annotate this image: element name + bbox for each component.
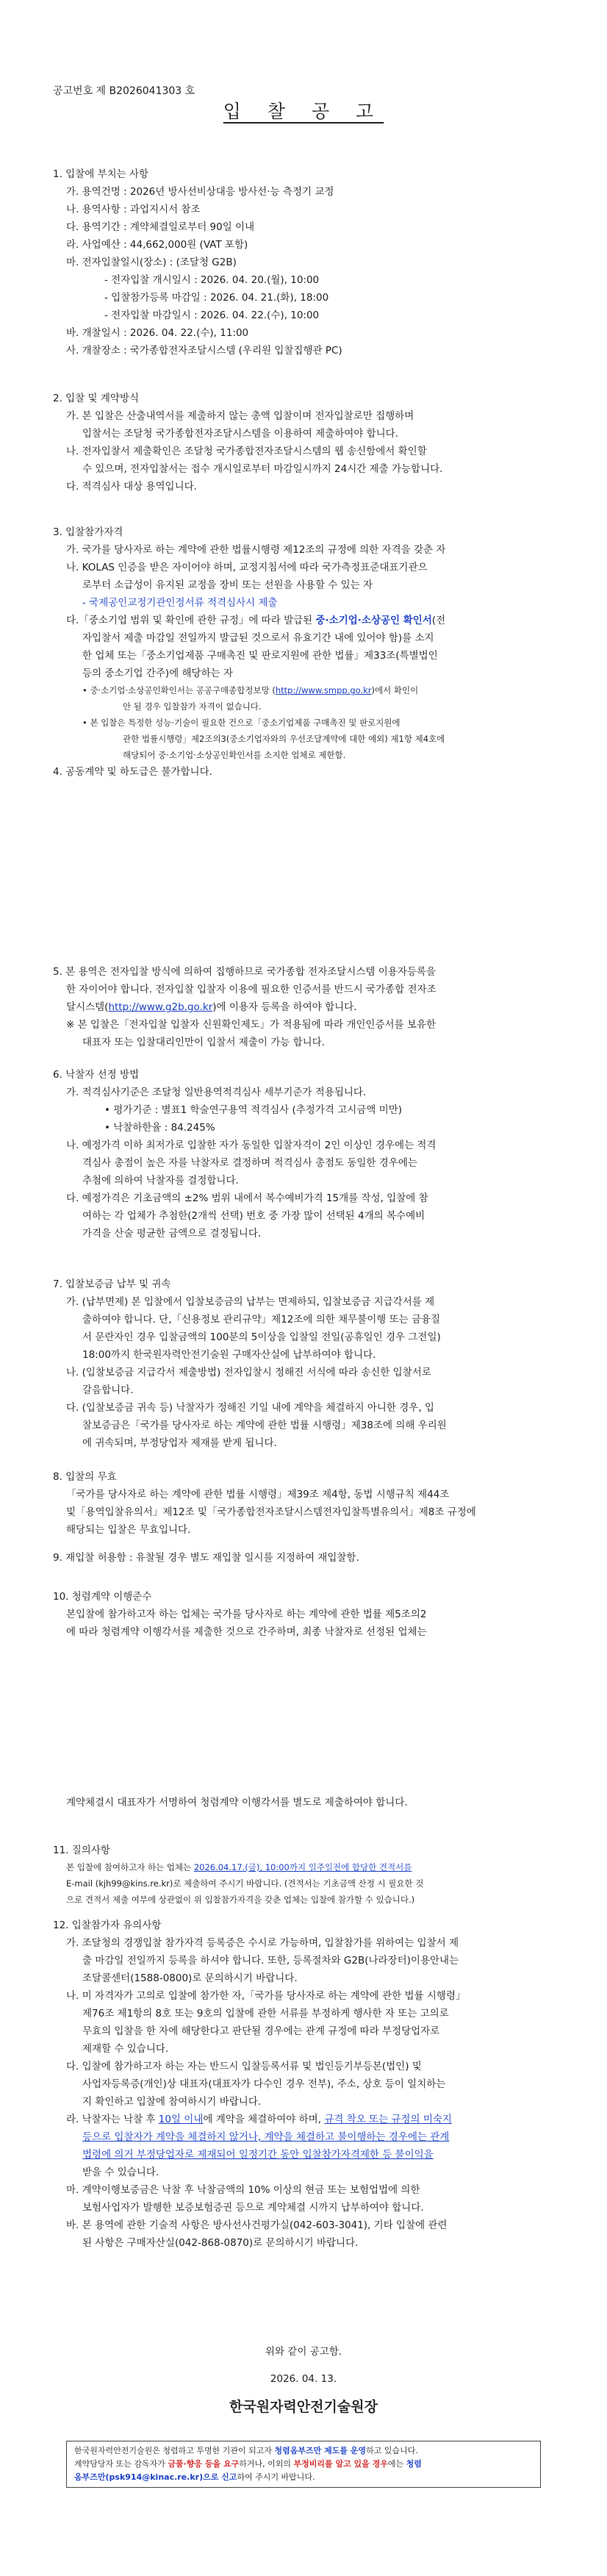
text-line: 가. 조달청의 경쟁입찰 참가자격 등록증은 수시로 가능하며, 입찰참가를 위하여는 입찰서 제: [66, 1937, 459, 1949]
text-line: 나. KOLAS 인증을 받은 자이어야 하며, 교정지침서에 따라 국가측정표준대표기관으: [66, 562, 428, 573]
text-line: 및「용역입찰유의서」제12조 및「국가종합전자조달시스템전자입찰특별유의서」제8조 규정에: [66, 1506, 476, 1518]
page-title: 입 찰 공 고: [223, 101, 384, 122]
text-line: 출 마감일 전일까지 등록을 하셔야 합니다. 또한, 등록절차와 G2B(나라장터)이용안내는: [82, 1955, 459, 1967]
section-9: [53, 1549, 567, 1567]
bullet-note-cont: 해당되어 중·소기업·소상공인확인서를 소지한 업체로 제한함.: [123, 750, 346, 760]
notice-highlight: 부정비리를 알고 있을 경우: [293, 2459, 388, 2469]
text-line: 로부터 소급성이 유지된 교정을 장비 또는 선원을 사용할 수 있는 자: [82, 579, 373, 591]
text-line: 나. (입찰보증금 지급각서 제출방법) 전자입찰시 정해진 서식에 따라 송신한 입찰서로: [66, 1367, 431, 1378]
text-line: 받을 수 있습니다.: [82, 2167, 159, 2178]
warning-highlight: 등으로 입찰자가 계약을 체결하지 않거나, 계약을 체결하고 불이행하는 경우에는 관계: [82, 2131, 450, 2143]
text-line: 본입찰에 참가하고자 하는 업체는 국가를 당사자로 하는 계약에 관한 법률 제5조의2: [66, 1609, 427, 1620]
text-line: ※ 본 입찰은「전자입찰 입찰자 신원확인제도」가 적용됨에 따라 개인인증서를 보유한: [66, 1019, 436, 1031]
closing-statement: 위와 같이 공고함.: [265, 2346, 342, 2358]
text-fragment: )에서 확인이: [371, 685, 419, 695]
section-11-heading: 11. 질의사항: [53, 1845, 110, 1856]
text-line: 나. 미 자격자가 고의로 입찰에 참가한 자,「국가를 당사자로 하는 계약에 관한 법률 시행령」: [66, 1990, 466, 2002]
item: 바. 개찰일시 : 2026. 04. 22.(수), 11:00: [66, 327, 249, 339]
section-4-heading: 4. 공동계약 및 하도급은 불가합니다.: [53, 766, 212, 778]
notice-highlight: 청렴옴부즈만 제도를 운영: [274, 2446, 367, 2455]
section-12-heading: 12. 입찰참가자 유의사항: [53, 1920, 162, 1931]
text-line: 한 업체 또는「중소기업제품 구매촉진 및 판로지원에 관한 법률」제33조(특별법인: [82, 650, 438, 662]
text-line: [53, 612, 567, 629]
text-line: 찰보증금은「국가를 당사자로 하는 계약에 관한 법률 시행령」제38조에 의해 우리원: [82, 1420, 447, 1431]
item: 다. 용역기간 : 계약체결일로부터 90일 이내: [66, 221, 255, 233]
text-line: 수 있으며, 전자입찰서는 접수 개시일로부터 마감일시까지 24시간 제출 가능합니다.: [82, 463, 443, 475]
item: 나. 용역사항 : 과업지시서 참조: [66, 204, 201, 215]
text-line: 가. 국가를 당사자로 하는 계약에 관한 법률시행령 제12조의 규정에 의한 자격을 갖춘 자: [66, 544, 446, 556]
text-line: 가. (납부면제) 본 입찰에서 입찰보증금의 납부는 면제하되, 입찰보증금 지급각서를 제: [66, 1296, 435, 1308]
schedule-item: - 전자입찰 마감일시 : 2026. 04. 22.(수), 10:00: [104, 310, 320, 321]
text-fragment: 라. 낙찰자는 낙찰 후: [66, 2114, 159, 2125]
text-line: [53, 1859, 567, 1875]
text-line: 5. 본 용역은 전자입찰 방식에 의하여 집행하므로 국가종합 전자조달시스템 이용자등록을: [53, 966, 436, 978]
warning-highlight: 규격 착오 또는 규정의 미숙지: [324, 2114, 452, 2125]
text-line: 나. 전자입찰서 제출확인은 조달청 국가종합전자조달시스템의 웹 송신함에서 확인할: [66, 446, 427, 457]
text-fragment: 계약담당자 또는 감독자가: [74, 2459, 168, 2469]
text-line: 사업자등록증(개인)상 대표자(대표자가 다수인 경우 전부), 주소, 상호 등이 일치하는: [82, 2078, 446, 2090]
item: 사. 개찰장소 : 국가종합전자조달시스템 (우리원 입찰집행관 PC): [66, 345, 342, 357]
section-1: [53, 165, 567, 359]
text-line: 제재할 수 있습니다.: [82, 2043, 169, 2055]
bullet-note: • 본 입찰은 특정한 성능·기술이 필요한 건으로「중소기업제품 구매촉진 및 판로지원에: [82, 718, 401, 728]
section-9-heading: 9. 재입찰 허용함 : 유찰될 경우 별도 재입찰 일시를 지정하여 재입찰함.: [53, 1552, 359, 1564]
kolas-note: - 국제공인교정기관인정서류 적격심사시 제출: [82, 597, 278, 609]
section-10-continued: [53, 1794, 567, 1811]
bullet-note-cont: 안 될 경우 입찰참가 자격이 없습니다.: [123, 701, 262, 712]
bullet: • 평가기준 : 별표1 학술연구용역 적격심사 (추정가격 고시금액 미만): [104, 1104, 403, 1116]
text-fragment: 한국원자력안전기술원은 청렴하고 투명한 기관이 되고자: [74, 2446, 275, 2455]
text-line: 「국가를 당사자로 하는 계약에 관한 법률 시행령」제39조 제4항, 동법 시행규칙 제44조: [66, 1489, 450, 1500]
text-line: 해당되는 입찰은 무효입니다.: [66, 1524, 191, 1536]
text-line: 대표자 또는 입찰대리인만이 입찰서 제출이 가능 합니다.: [82, 1037, 325, 1048]
text-line: 바. 본 용역에 관한 기술적 사항은 방사선사건평가실(042-603-3041), 기타 입찰에 관련: [66, 2219, 448, 2231]
section-5: [53, 963, 567, 1051]
section-7: [53, 1276, 567, 1452]
warning-highlight: 법령에 의거 부정당업자로 제재되어 일정기간 동안 입찰참가자격제한 등 불이익을: [82, 2149, 434, 2161]
text-fragment: 에 계약을 체결하여야 하며,: [203, 2114, 325, 2125]
section-6: [53, 1066, 567, 1242]
integrity-ombudsman-notice: [66, 2441, 541, 2488]
bullet: • 낙찰하한율 : 84.245%: [104, 1122, 215, 1134]
text-line: 에 따라 청렴계약 이행각서를 제출한 것으로 간주하며, 최종 낙찰자로 선정된 업체는: [66, 1626, 427, 1638]
section-8-heading: 8. 입찰의 무효: [53, 1471, 117, 1483]
text-line: 마. 계약이행보증금은 낙찰 후 낙찰금액의 10% 이상의 현금 또는 보험업법에 의한: [66, 2184, 420, 2196]
text-line: 지 확인하고 입찰에 참여하시기 바랍니다.: [82, 2096, 262, 2108]
text-line: 여하는 각 업체가 추첨한(2개씩 선택) 번호 중 가장 많이 선택된 4개의 복수예비: [82, 1210, 425, 1222]
text-fragment: 하여 주시기 바랍니다.: [237, 2472, 315, 2482]
sme-certificate-highlight: 중·소기업·소상공인 확인서: [315, 615, 432, 626]
schedule-item: - 전자입찰 개시일시 : 2026. 04. 20.(월), 10:00: [104, 274, 320, 286]
text-fragment: 하거나, 이외의: [239, 2459, 294, 2469]
section-6-heading: 6. 낙찰자 선정 방법: [53, 1069, 140, 1081]
text-line: 한 자이어야 합니다. 전자입찰 입찰자 이용에 필요한 인증서를 반드시 국가종합 전자조: [66, 984, 437, 995]
text-line: [74, 2471, 533, 2484]
section-1-heading: 1. 입찰에 부치는 사항: [53, 168, 149, 180]
section-7-heading: 7. 입찰보증금 납부 및 귀속: [53, 1278, 171, 1290]
text-line: 조달콜센터(1588-0800)로 문의하시기 바랍니다.: [82, 1972, 298, 1984]
text-line: 다. 예정가격은 기초금액의 ±2% 범위 내에서 복수예비가격 15개를 작성, 입찰에 참: [66, 1192, 428, 1204]
issuer-name: 한국원자력안전기술원장: [229, 2399, 378, 2415]
smpp-link[interactable]: http://www.smpp.go.kr: [275, 685, 372, 695]
text-line: 된 사항은 구매자산실(042-868-0870)로 문의하시기 바랍니다.: [82, 2237, 359, 2249]
section-3: [53, 523, 567, 781]
notice-highlight: 금품·향응 등을 요구: [168, 2459, 240, 2469]
text-line: 격심사 총점이 높은 자를 낙찰자로 결정하며 적격심사 총점도 동일한 경우에는: [82, 1157, 417, 1169]
section-12: [53, 1917, 567, 2252]
text-line: 다. 적격심사 대상 용역입니다.: [66, 481, 197, 493]
text-line: 무효의 입찰을 한 자에 해당한다고 판단될 경우에는 관계 규정에 따라 부정당업자로: [82, 2025, 440, 2037]
section-3-heading: 3. 입찰참가자격: [53, 526, 123, 538]
text-line: 자입찰서 제출 마감일 전일까지 발급된 것으로서 유효기간 내에 있어야 함)를 소지: [82, 632, 434, 644]
section-10: [53, 1588, 567, 1641]
text-line: 다. 입찰에 참가하고자 하는 자는 반드시 입찰등록서류 및 법인등기부등본(법인) 및: [66, 2061, 422, 2072]
contract-deadline-highlight: 10일 이내: [158, 2114, 204, 2125]
g2b-link[interactable]: http://www.g2b.go.kr: [108, 1001, 213, 1013]
text-line: 나. 예정가격 이하 최저가로 입찰한 자가 동일한 입찰자격이 2인 이상인 경우에는 적격: [66, 1139, 437, 1151]
text-line: 가격을 산술 평균한 금액으로 결정됩니다.: [82, 1228, 262, 1239]
text-line: [74, 2458, 533, 2471]
item: 라. 사업예산 : 44,662,000원 (VAT 포함): [66, 239, 248, 251]
text-line: 서 문란자인 경우 입찰금액의 100분의 5이상을 입찰일 전일(공휴일인 경우 그전일): [82, 1331, 441, 1343]
text-line: 가. 본 입찰은 산출내역서를 제출하지 않는 총액 입찰이며 전자입찰로만 집행하며: [66, 410, 414, 422]
schedule-item: - 입찰참가등록 마감일 : 2026. 04. 21.(화), 18:00: [104, 292, 329, 304]
text-line: 추첨에 의하여 낙찰자를 결정합니다.: [82, 1175, 239, 1187]
ombudsman-email[interactable]: 옴부즈만(psk914@kinac.re.kr)으로 신고: [74, 2472, 237, 2482]
text-line: 출하여야 합니다. 단,「신용정보 관리규약」제12조에 의한 채무불이행 또는 금융질: [82, 1314, 441, 1325]
text-fragment: 하고 있습니다.: [366, 2446, 418, 2455]
text-fragment: • 중·소기업·소상공인확인서는 공공구매종합정보망 (: [82, 685, 276, 695]
text-line: 다. (입찰보증금 귀속 등) 낙찰자가 정해진 기일 내에 계약을 체결하지 아니한 경우, 입: [66, 1402, 434, 1414]
section-10-heading: 10. 청렴계약 이행준수: [53, 1591, 152, 1603]
notice-highlight: 청렴: [406, 2459, 422, 2469]
inquiry-deadline-highlight: 2026.04.17.(금), 10:00까지 일주일전에 합당한 견적서를: [193, 1862, 412, 1872]
text-line: 으로 견적서 제출 여부에 상관없이 위 입찰참가자격을 갖춘 업체는 입찰에 참가할 수 있습니다.): [66, 1895, 415, 1905]
text-line: [74, 2444, 533, 2458]
text-fragment: 본 입찰에 참여하고자 하는 업체는: [66, 1862, 194, 1872]
text-line: 계약체결시 대표자가 서명하여 청렴계약 이행각서를 별도로 제출하여야 합니다.: [66, 1797, 408, 1808]
text-line: [53, 998, 567, 1016]
section-2-heading: 2. 입찰 및 계약방식: [53, 393, 140, 404]
text-line: [53, 2111, 567, 2128]
text-line: 18:00까지 한국원자력안전기술원 구매자산실에 납부하여야 합니다.: [82, 1349, 376, 1361]
announcement-date: 2026. 04. 13.: [270, 2373, 337, 2385]
text-line: 등의 중소기업 간주)에 해당하는 자: [82, 668, 234, 679]
item: 마. 전자입찰일시(장소) : (조달청 G2B): [66, 257, 237, 268]
bullet-note: [53, 682, 567, 698]
text-fragment: 달시스템(: [66, 1001, 109, 1013]
text-fragment: )에 이용자 등록을 하여야 합니다.: [212, 1001, 357, 1013]
text-line: 입찰서는 조달청 국가종합전자조달시스템을 이용하여 제출하여야 합니다.: [82, 428, 399, 440]
item: 가. 용역건명 : 2026년 방사선비상대응 방사선·능 측정기 교정: [66, 186, 334, 198]
text-fragment: 에는: [387, 2459, 406, 2469]
text-line: 제76조 제1항의 8호 또는 9호의 입찰에 관한 서류를 부정하게 행사한 자 또는 고의로: [82, 2008, 449, 2019]
text-line: 보험사업자가 발행한 보증보험증권 등으로 계약체결 시까지 납부하여야 합니다.: [82, 2202, 424, 2214]
text-line: 가. 적격심사기준은 조달청 일반용역적격심사 세부기준가 적용됩니다.: [66, 1087, 367, 1098]
section-11: [53, 1842, 567, 1908]
text-fragment: 다.「중소기업 범위 및 확인에 관한 규정」에 따라 발급된: [66, 615, 316, 626]
bullet-note-cont: 관한 법률시행령」제2조의3(중소기업자와의 우선조달계약에 대한 예외) 제1항 제4호에: [123, 734, 445, 744]
text-line: 에 귀속되며, 부정당업자 제재를 받게 됩니다.: [82, 1437, 277, 1449]
section-8: [53, 1468, 567, 1539]
text-line: E-mail (kjh99@kins.re.kr)로 제출하여 주시기 바랍니다. (견적서는 기초금액 산정 시 필요한 것: [66, 1878, 424, 1889]
section-2: [53, 390, 567, 495]
text-fragment: (전: [431, 615, 446, 626]
text-line: 갈음합니다.: [82, 1384, 134, 1396]
announcement-number: 공고번호 제 B2026041303 호: [53, 85, 195, 97]
